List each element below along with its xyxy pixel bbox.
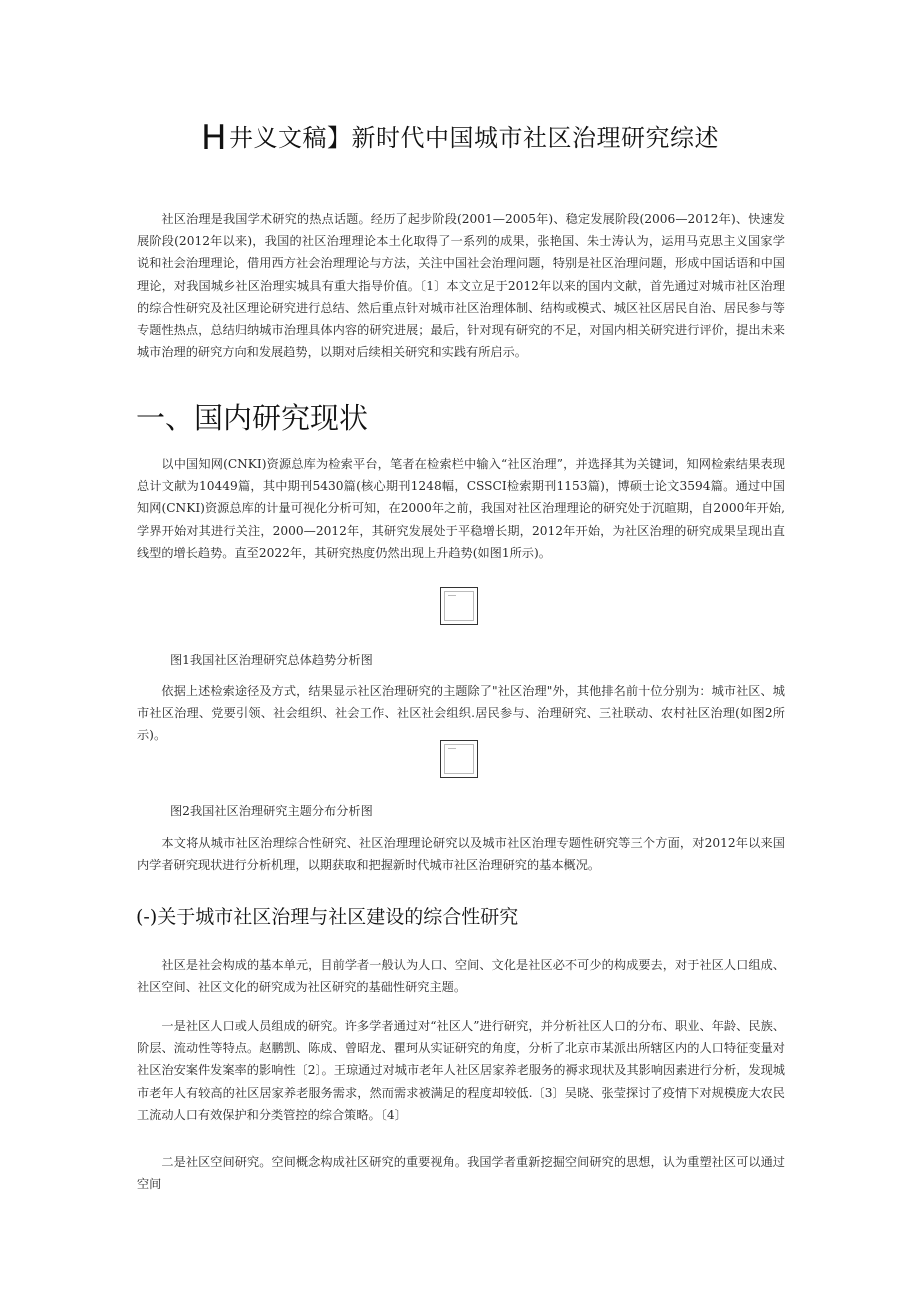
title-prefix: H — [200, 118, 228, 158]
domestic-paragraph-3: 本文将从城市社区治理综合性研究、社区治理理论研究以及城市社区治理专题性研究等三个方面，对2012年以来国内学者研究现状进行分析机理，以期获取和把握新时代城市社区治理研究的基本概况。 — [137, 836, 785, 873]
domestic-paragraph-1: 以中国知网(CNKI)资源总库为检索平台，笔者在检索栏中输入“社区治理”，并选择其为关键词，知网检索结果表现总计文献为10449篇，其中期刊5430篇(核心期刊1248幅，CSSCI检索期刊1153篇)，博硕士论文3594篇。通过中国知网(CNKI)资源总库的计量可视化分析可知，在2000年之前，我国对社区治理理论的研究处于沉暄期，自2000年开始,学界开始对其进行关注，2000—2012年，其研究发展处于平稳增长期，2012年开始，为社区治理的研究成果呈现出直线型的增长趋势。直至2022年，其研究热度仍然出现上升趋势(如图1所示)。 — [137, 457, 785, 560]
figure-1-thumbnail — [440, 587, 478, 625]
figure-2-caption: 图2我国社区治理研究主题分布分析图 — [170, 804, 373, 818]
title-text: 井义文稿】新时代中国城市社区治理研究综述 — [229, 124, 720, 152]
intro-paragraph: 社区治理是我国学术研究的热点话题。经历了起步阶段(2001—2005年)、稳定发展阶段(2006—2012年)、快速发展阶段(2012年以来)，我国的社区治理理论本土化取得了一系列的成果，张艳国、朱士涛认为，运用马克思主义国家学说和社会治理理论，借用西方社会治理理论与方法，关注中国社会治理问题，特别是社区治理问题，形成中国话语和中国理论，对我国城乡社区治理实城具有重大指导价值。〔1〕本文立足于2012年以来的国内文献，首先通过对城市社区治理的综合性研究及社区理论研究进行总结、然后重点针对城市社区治理体制、结构或模式、城区社区居民自治、居民参与等专题性热点，总结归纳城市治理具体内容的研究进展；最后，针对现有研究的不足，对国内相关研究进行评价，提出未来城市治理的研究方向和发展趋势，以期对后续相关研究和实践有所启示。 — [137, 212, 785, 360]
figure-1-caption: 图1我国社区治理研究总体趋势分析图 — [170, 653, 373, 667]
comprehensive-paragraph-3: 二是社区空间研究。空间概念构成社区研究的重要视角。我国学者重新挖掘空间研究的思想，认为重塑社区可以通过空间 — [137, 1155, 785, 1192]
comprehensive-paragraph-2: 一是社区人口或人员组成的研究。许多学者通过对“社区人”进行研究，并分析社区人口的分布、职业、年龄、民族、阶层、流动性等特点。赵鹏凯、陈成、曾昭龙、瞿珂从实证研究的角度，分析了北京市某派出所辖区内的人口特征变量对社区治安案件发案率的影响性〔2〕。王琼通过对城市老年人社区居家养老服务的褥求现状及其影响因素进行分析，发现城市老年人有较高的社区居家养老服务需求，然而需求被满足的程度却较低.〔3〕吴晓、张莹探讨了疫情下对规模庞大农民工流动人口有效保护和分类管控的综合策略。〔4〕 — [137, 1019, 785, 1122]
subsection-heading-comprehensive: (-)关于城市社区治理与社区建设的综合性研究 — [136, 906, 519, 928]
figure-2-thumbnail — [440, 740, 478, 778]
document-title — [0, 118, 920, 158]
comprehensive-paragraph-1: 社区是社会构成的基本单元，目前学者一般认为人口、空间、文化是社区必不可少的构成要去，对于社区人口组成、社区空间、社区文化的研究成为社区研究的基础性研究主题。 — [137, 958, 785, 995]
domestic-paragraph-2: 依据上述检索途径及方式，结果显示社区治理研究的主题除了"社区治理"外，其他排名前十位分别为：城市社区、城市社区治理、党要引领、社会组织、社会工作、社区社会组织.居民参与、治理研究、三社联动、农村社区治理(如图2所示)。 — [137, 684, 785, 743]
section-heading-domestic: 一、国内研究现状 — [136, 401, 369, 435]
